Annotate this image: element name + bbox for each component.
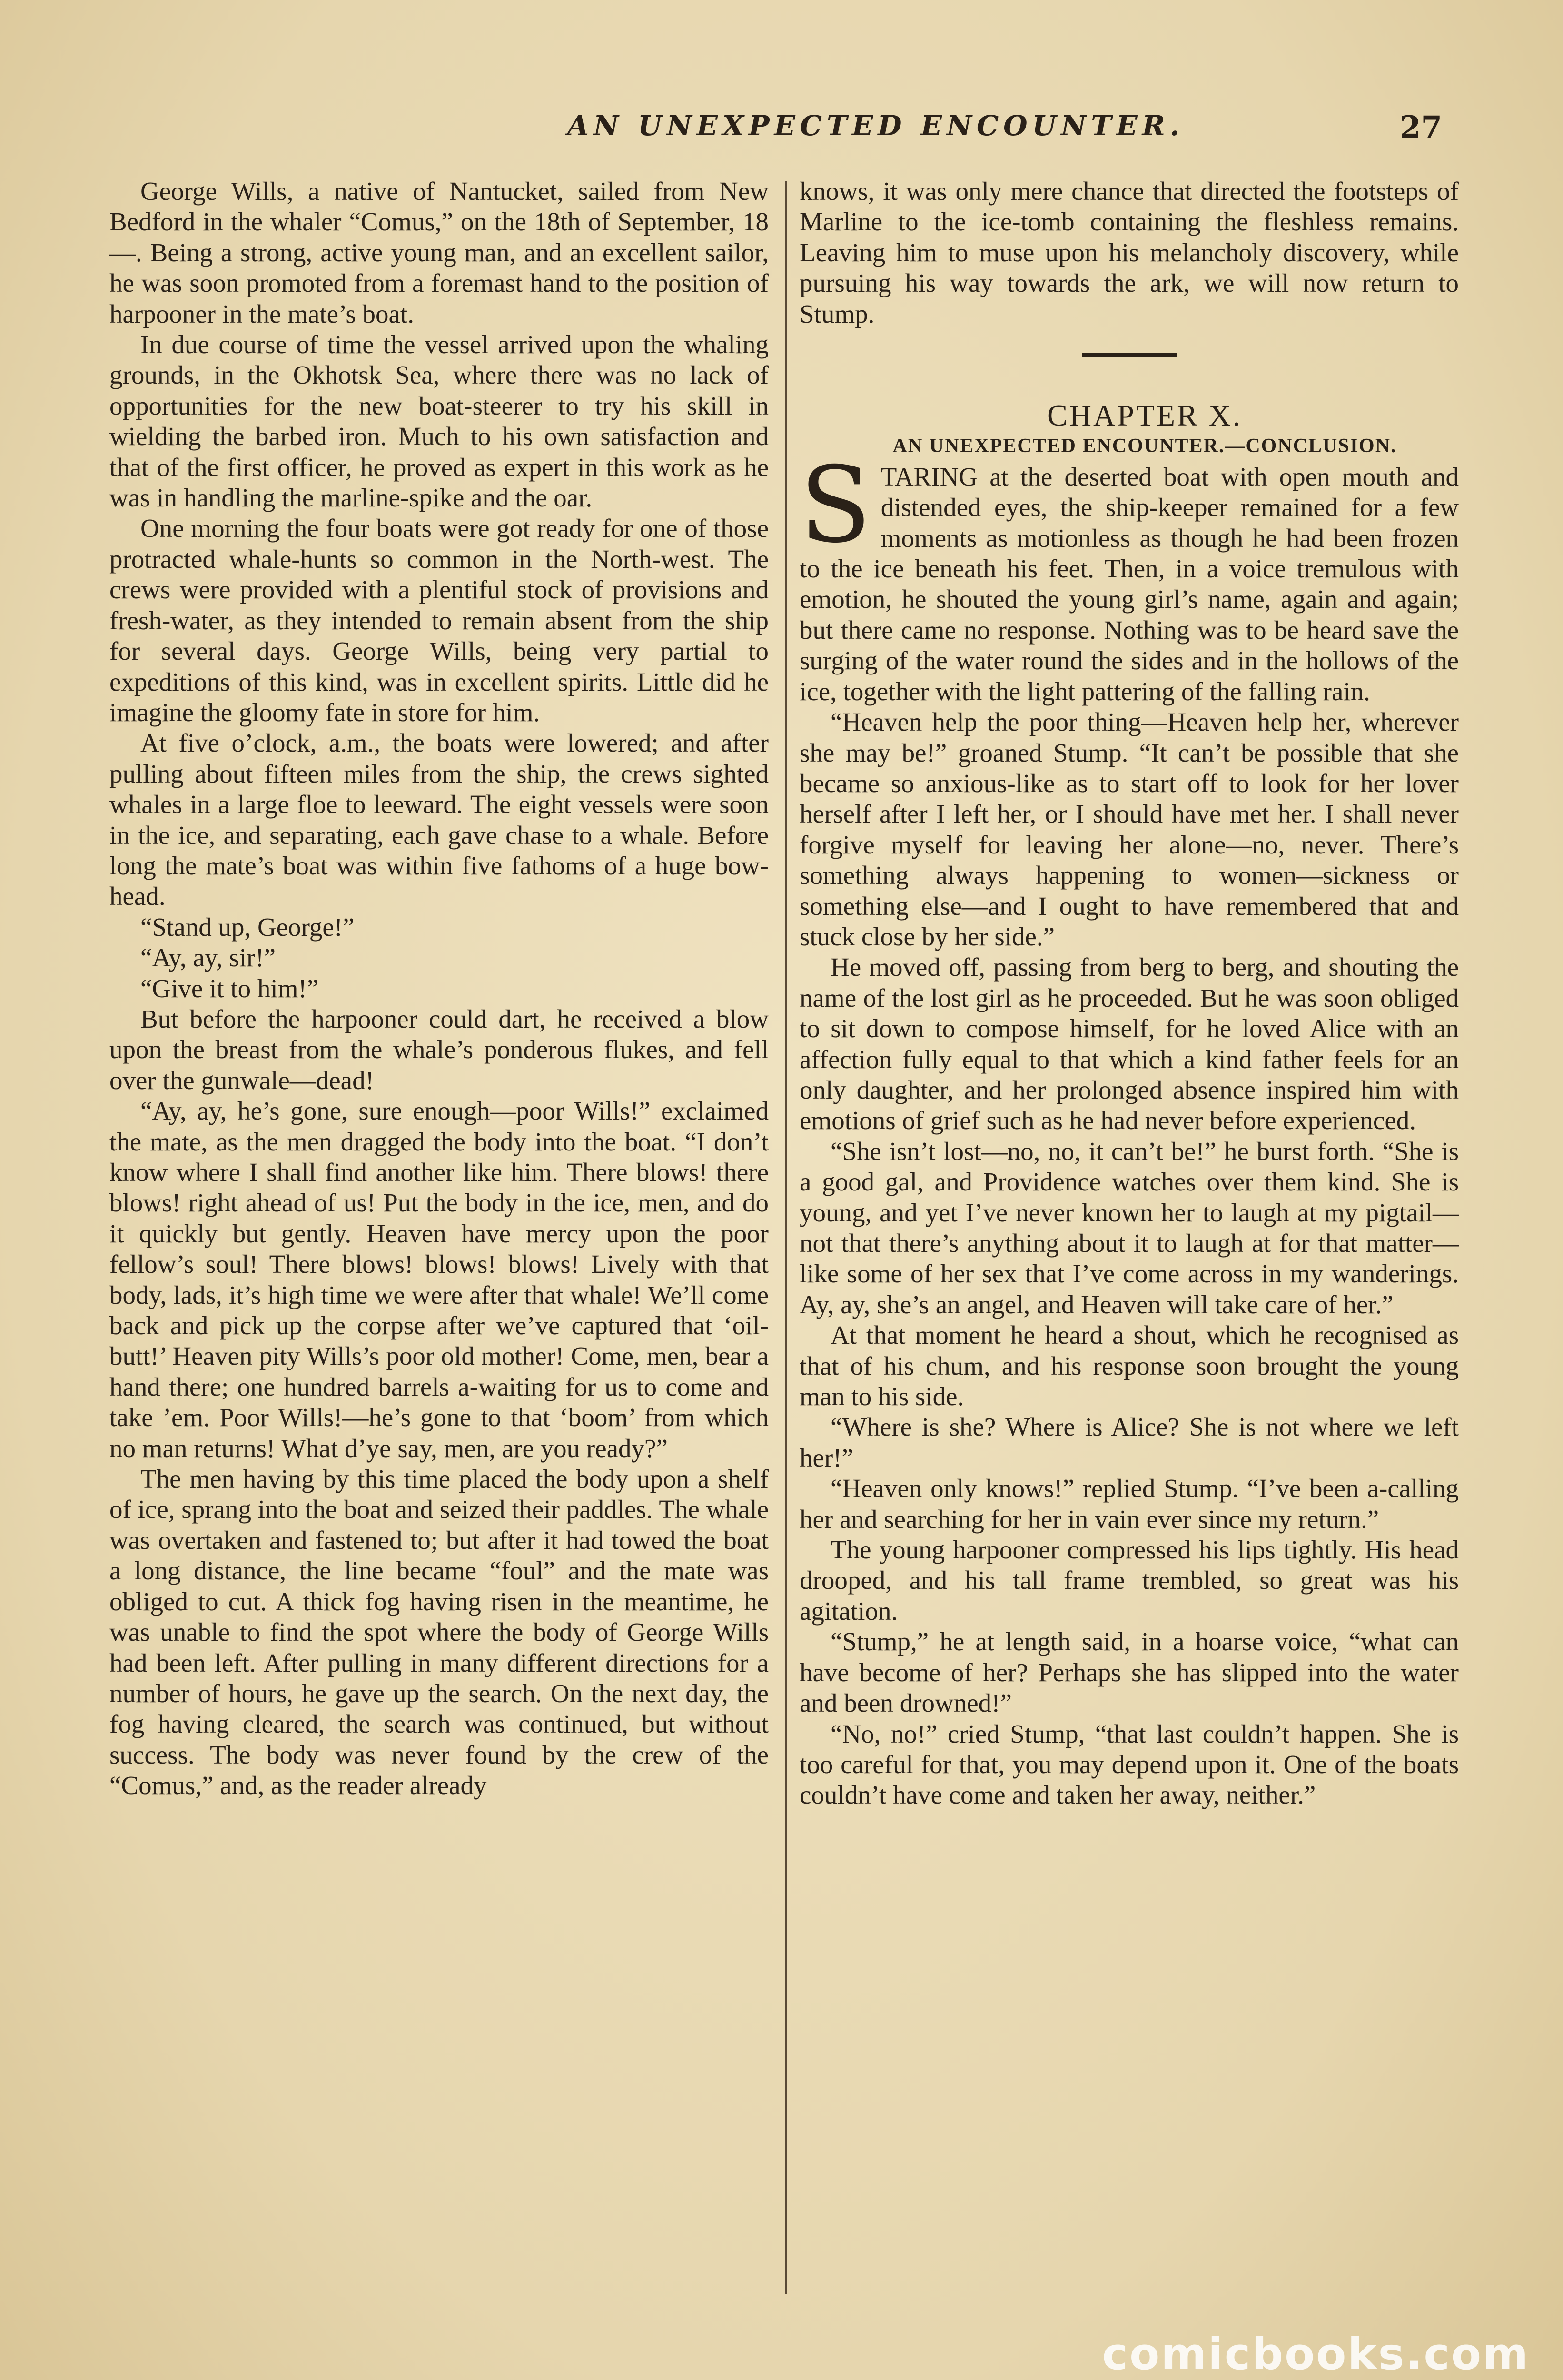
- page-number: 27: [1399, 109, 1442, 145]
- paragraph: The men having by this time placed the body upon a shelf of ice, sprang into the boat and seized their paddles. The whale was overtaken and fastened to; but after it had towed the boat a long distance, the line became “foul” and the mate was obliged to cut. A thick fog having risen in the meantime, he was unable to find the spot where the body of George Wills had been left. After pulling in many different directions for a number of hours, he gave up the search. On the next day, the fog having cleared, the search was continued, but without success. The body was never found by the crew of the “Comus,” and, as the reader already: [109, 1464, 769, 1800]
- paragraph: In due course of time the vessel arrived upon the whaling grounds, in the Okhotsk Sea, where there was no lack of opportunities for the new boat-steerer to try his skill in wielding the barbed iron. Much to his own satisfaction and that of the first officer, he proved as expert in this work as he was in handling the marline-spike and the oar.: [109, 330, 769, 513]
- chapter-subtitle: AN UNEXPECTED ENCOUNTER.—CONCLUSION.: [892, 435, 1397, 457]
- lead-paragraph-text: TARING at the deserted boat with open mouth and distended eyes, the ship-keeper remained for a few moments as motionless as though he had been frozen to the ice beneath his feet. Then, in a voice tremulous with emotion, he shouted the young girl’s name, again and again; but there came no response. Nothing was to be heard save the surging of the water round the sides and in the hollows of the ice, together with the light pattering of the falling rain.: [800, 462, 1459, 706]
- paragraph: “Stand up, George!”: [140, 912, 355, 942]
- paragraph: “Ay, ay, he’s gone, sure enough—poor Wills!” exclaimed the mate, as the men dragged the body into the boat. “I don’t know where I shall find another like him. There blows! there blows! right ahead of us! Put the body in the ice, men, and do it quickly but gently. Heaven have mercy upon the poor fellow’s soul! There blows! blows! blows! Lively with that body, lads, it’s high time we were after that whale! We’ll come back and pick up the corpse after we’ve captured that ‘oil-butt!’ Heaven pity Wills’s poor old mother! Come, men, bear a hand there; one hundred barrels a-waiting for us to come and take ’em. Poor Wills!—he’s gone to that ‘boom’ from which no man returns! What d’ye say, men, are you ready?”: [109, 1096, 769, 1463]
- paragraph: “Heaven only knows!” replied Stump. “I’ve been a-calling her and searching for her in vain ever since my return.”: [800, 1474, 1459, 1534]
- running-title: AN UNEXPECTED ENCOUNTER.: [567, 109, 1185, 142]
- drop-cap: S: [800, 444, 871, 566]
- continuation-paragraph: knows, it was only mere chance that directed the footsteps of Marline to the ice-tomb containing the fleshless remains. Leaving him to muse upon his melancholy discovery, while pursuing his way towards the ark, we will now return to Stump.: [800, 177, 1459, 328]
- paragraph: “Give it to him!”: [140, 973, 319, 1003]
- paragraph: At that moment he heard a shout, which he recognised as that of his chum, and his response soon brought the young man to his side.: [800, 1320, 1459, 1411]
- paragraph: “No, no!” cried Stump, “that last couldn’t happen. She is too careful for that, you may depend upon it. One of the boats couldn’t have come and taken her away, neither.”: [800, 1719, 1459, 1810]
- paragraph: “Heaven help the poor thing—Heaven help her, wherever she may be!” groaned Stump. “It can’t be possible that she became so anxious-like as to start off to look for her lover herself after I left her, or I should have met her. I shall never forgive myself for leaving her alone—no, never. There’s something always happening to women—sickness or something else—and I ought to have remembered that and stuck close by her side.”: [800, 707, 1459, 951]
- chapter-heading: CHAPTER X.: [1047, 398, 1242, 433]
- paragraph: George Wills, a native of Nantucket, sailed from New Bedford in the whaler “Comus,” on the 18th of September, 18—. Being a strong, active young man, and an excellent sailor, he was soon promoted from a foremast hand to the position of harpooner in the mate’s boat.: [109, 177, 769, 328]
- paragraph: He moved off, passing from berg to berg, and shouting the name of the lost girl as he proceeded. But he was soon obliged to sit down to compose himself, for he loved Alice with an affection fully equal to that which a kind father feels for an only daughter, and her prolonged absence inspired him with emotions of grief such as he had never before experienced.: [800, 952, 1459, 1135]
- paragraph: The young harpooner compressed his lips tightly. His head drooped, and his tall frame trembled, so great was his agitation.: [800, 1535, 1459, 1626]
- paragraph: At five o’clock, a.m., the boats were lowered; and after pulling about fifteen miles from the ship, the crews sighted whales in a large floe to leeward. The eight vessels were soon in the ice, and separating, each gave chase to a whale. Before long the mate’s boat was within five fathoms of a huge bow-head.: [109, 728, 769, 911]
- paragraph: “Where is she? Where is Alice? She is not where we left her!”: [800, 1412, 1459, 1472]
- page-header: [109, 109, 1461, 152]
- paragraph: One morning the four boats were got ready for one of those protracted whale-hunts so common in the North-west. The crews were provided with a plentiful stock of provisions and fresh-water, as they intended to remain absent from the ship for several days. George Wills, being very partial to expeditions of this kind, was in excellent spirits. Little did he imagine the gloomy fate in store for him.: [109, 514, 769, 727]
- paragraph: “Ay, ay, sir!”: [140, 943, 276, 972]
- watermark: comicbooks.com: [1102, 2329, 1530, 2380]
- left-column: [109, 176, 769, 1801]
- paragraph: “Stump,” he at length said, in a hoarse voice, “what can have become of her? Perhaps she has slipped into the water and been drowned!”: [800, 1627, 1459, 1718]
- paragraph: But before the harpooner could dart, he received a blow upon the breast from the whale’s ponderous flukes, and fell over the gunwale—dead!: [109, 1004, 769, 1095]
- column-divider: [785, 181, 787, 2294]
- section-divider: [1082, 353, 1177, 357]
- right-column: [800, 176, 1459, 1811]
- paragraph: “She isn’t lost—no, no, it can’t be!” he burst forth. “She is a good gal, and Providence watches over them kind. She is young, and yet I’ve never known her to laugh at my pigtail—not that there’s anything about it to laugh at for that matter—like some of her sex that I’ve come across in my wanderings. Ay, ay, she’s an angel, and Heaven will take care of her.”: [800, 1136, 1459, 1319]
